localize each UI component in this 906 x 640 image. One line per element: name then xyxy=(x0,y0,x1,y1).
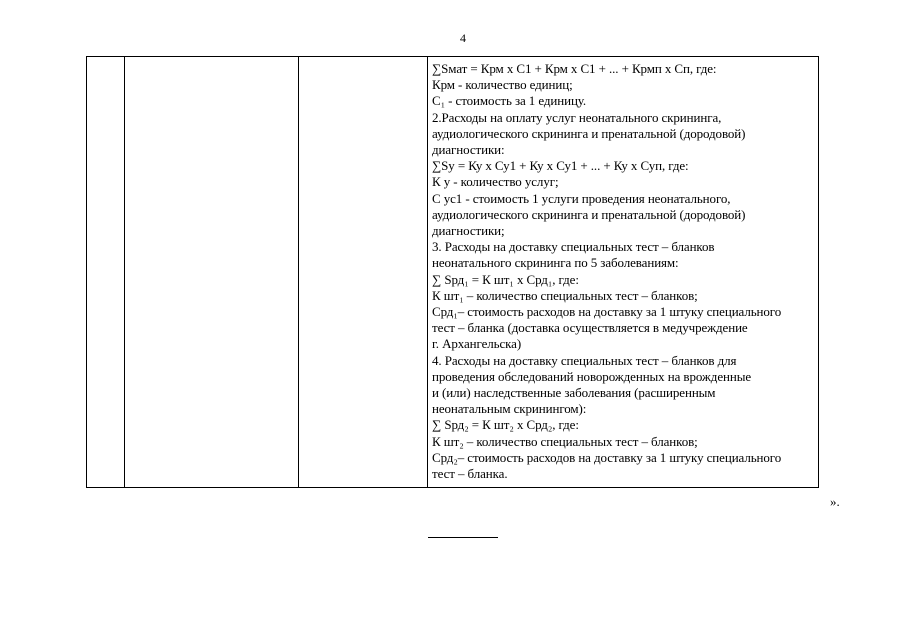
page-number: 4 xyxy=(460,31,466,45)
text-line: К шт₁ – количество специальных тест – бланков; xyxy=(432,287,698,303)
text-line: С₁ - стоимость за 1 единицу. xyxy=(432,93,587,109)
text-line: неонатальным скринингом): xyxy=(432,401,587,417)
table-column-divider-2 xyxy=(298,57,299,487)
text-line: ∑Sу = Ку x Су1 + Ку x Су1 + ... + Ку x Суп, где: xyxy=(432,158,689,174)
text-line: диагностики: xyxy=(432,142,505,158)
text-line: 3. Расходы на доставку специальных тест – бланков xyxy=(432,239,715,255)
text-line: аудиологического скрининга и пренатальной (дородовой) xyxy=(432,125,746,141)
table-column-divider-1 xyxy=(124,57,125,487)
text-line: тест – бланка (доставка осуществляется в медучреждение xyxy=(432,320,748,336)
text-line: ∑Sмат = Крм x С1 + Крм x С1 + ... + Крмп x Сп, где: xyxy=(432,61,717,76)
text-line: ∑ Sрд₂ = К шт₂ х Срд₂, где: xyxy=(432,417,579,433)
text-line: проведения обследований новорожденных на врожденные xyxy=(432,368,752,384)
table-cell-calculation-text xyxy=(432,61,816,482)
text-line: 2.Расходы на оплату услуг неонатального скрининга, xyxy=(432,109,722,125)
text-line: С ус1 - стоимость 1 услуги проведения неонатального, xyxy=(432,190,731,206)
text-line: К у - количество услуг; xyxy=(432,174,559,190)
footer-divider xyxy=(428,537,498,538)
text-line: Срд₂– стоимость расходов на доставку за 1 штуку специального xyxy=(432,449,782,465)
text-line: К шт₂ – количество специальных тест – бланков; xyxy=(432,433,698,449)
table-column-divider-3 xyxy=(427,57,428,487)
text-line: Срд₁– стоимость расходов на доставку за 1 штуку специального xyxy=(432,304,782,320)
text-line: 4. Расходы на доставку специальных тест – бланков для xyxy=(432,352,737,368)
text-line: Крм - количество единиц; xyxy=(432,77,573,93)
text-line: неонатального скрининга по 5 заболеваниям: xyxy=(432,255,679,271)
text-line: тест – бланка. xyxy=(432,466,508,482)
closing-quote: ». xyxy=(830,494,840,509)
text-line: аудиологического скрининга и пренатальной (дородовой) xyxy=(432,206,746,222)
text-line: г. Архангельска) xyxy=(432,336,522,352)
document-table xyxy=(86,56,819,488)
text-line: ∑ Sрд₁ = К шт₁ х Срд₁, где: xyxy=(432,271,579,287)
text-line: диагностики; xyxy=(432,223,505,239)
text-line: и (или) наследственные заболевания (расширенным xyxy=(432,385,716,401)
